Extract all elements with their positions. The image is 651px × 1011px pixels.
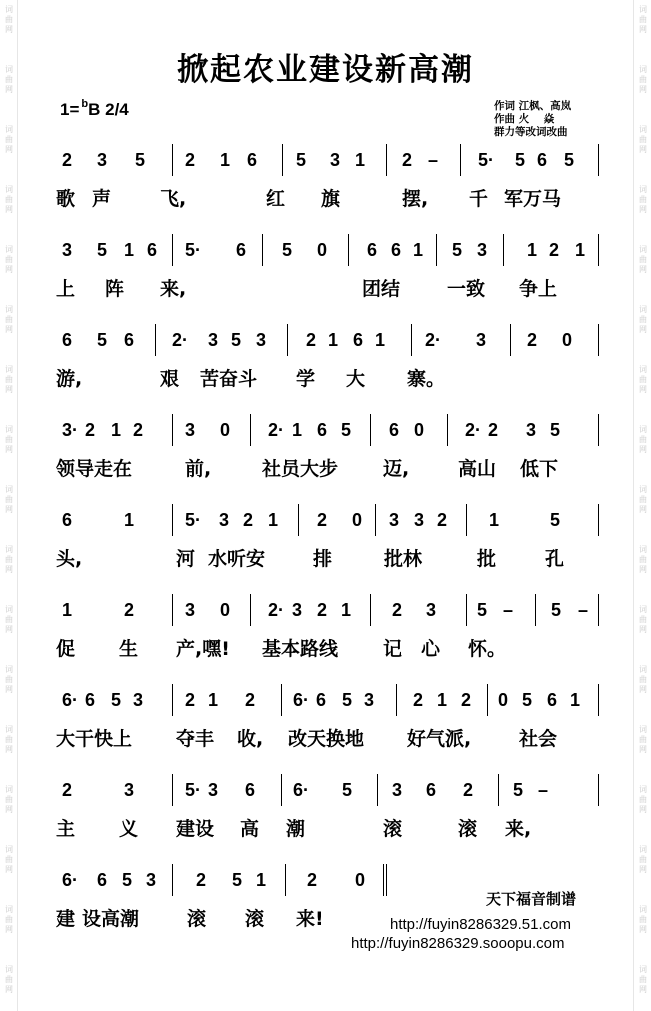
notes-row	[0, 690, 651, 726]
bar-line	[460, 144, 461, 176]
note: 2	[317, 600, 328, 620]
note: 3	[208, 330, 219, 350]
watermark-mark: 词 曲 网	[639, 785, 647, 814]
note: 2	[463, 780, 474, 800]
lyric: 一致	[447, 278, 486, 300]
bar-line	[172, 774, 173, 806]
watermark-mark: 词 曲 网	[5, 545, 13, 574]
bar-line	[535, 594, 536, 626]
watermark-mark: 词 曲 网	[639, 245, 647, 274]
lyric: 产,嘿!	[176, 638, 230, 660]
url-link-1[interactable]: http://fuyin8286329.51.com	[390, 916, 571, 933]
lyric: 批	[477, 548, 497, 570]
lyric: 改天换地	[288, 728, 365, 750]
lyrics-row	[0, 454, 651, 482]
bar-line	[250, 414, 251, 446]
note: 3	[219, 510, 230, 530]
watermark-mark: 词 曲 网	[5, 905, 13, 934]
note: 5	[97, 330, 108, 350]
watermark-mark: 词 曲 网	[639, 485, 647, 514]
bar-line	[386, 144, 387, 176]
note: 2	[527, 330, 538, 350]
bar-line	[348, 234, 349, 266]
lyric: 排	[313, 548, 333, 570]
watermark-mark: 词 曲 网	[639, 125, 647, 154]
note: 3	[292, 600, 303, 620]
note: 5	[550, 420, 561, 440]
lyric: 滚	[458, 818, 478, 840]
lyric: 义	[119, 818, 139, 840]
composer-credit: 作曲 火 焱	[494, 113, 555, 125]
note: 1	[375, 330, 386, 350]
note: 1	[413, 240, 424, 260]
lyrics-row	[0, 364, 651, 392]
lyric: 收,	[237, 728, 264, 750]
note: 3·	[62, 420, 79, 440]
bar-line	[447, 414, 448, 446]
note: 5	[135, 150, 146, 170]
note: 6	[62, 510, 73, 530]
note: 2	[243, 510, 254, 530]
note: 5	[477, 600, 488, 620]
lyric: 好气派,	[407, 728, 472, 750]
note: 2	[317, 510, 328, 530]
note: 2·	[425, 330, 442, 350]
note: 2	[245, 690, 256, 710]
bar-line	[510, 324, 511, 356]
note: 1	[575, 240, 586, 260]
lyric: 水听安	[208, 548, 266, 570]
bar-line	[466, 504, 467, 536]
bar-line	[598, 324, 599, 356]
notes-row	[0, 510, 651, 546]
note: 6	[353, 330, 364, 350]
bar-line	[598, 774, 599, 806]
lyric: 批林	[384, 548, 423, 570]
note: 2	[62, 150, 73, 170]
bar-line	[172, 864, 173, 896]
lyric: 艰	[160, 368, 180, 390]
note: 3	[62, 240, 73, 260]
lyric: 河	[176, 548, 196, 570]
lyric: 基本路线	[262, 638, 339, 660]
note: 2	[488, 420, 499, 440]
note: 1	[341, 600, 352, 620]
publisher-label: 天下福音制谱	[486, 890, 577, 908]
lyric: 高山	[458, 458, 497, 480]
watermark-mark: 词 曲 网	[5, 125, 13, 154]
note: 1	[111, 420, 122, 440]
key-signature	[60, 100, 129, 120]
bar-line	[287, 324, 288, 356]
bar-line	[598, 504, 599, 536]
watermark-mark: 词 曲 网	[639, 905, 647, 934]
watermark-mark: 词 曲 网	[639, 965, 647, 994]
note: 2·	[268, 420, 285, 440]
note: 2	[124, 600, 135, 620]
note: 6	[247, 150, 258, 170]
note: 2	[62, 780, 73, 800]
note: 0	[355, 870, 366, 890]
note: 0	[317, 240, 328, 260]
notes-row	[0, 420, 651, 456]
note: 6	[537, 150, 548, 170]
lyric: 迈,	[383, 458, 410, 480]
note: 0	[498, 690, 509, 710]
bar-line	[498, 774, 499, 806]
song-title: 掀起农业建设新高潮	[177, 52, 474, 88]
note: 1	[62, 600, 73, 620]
note: 6	[317, 420, 328, 440]
note: 3	[426, 600, 437, 620]
bar-line	[503, 234, 504, 266]
lyricist-credit: 作词 江枫、高岚	[494, 100, 572, 112]
bar-line	[598, 684, 599, 716]
lyric: 争上	[519, 278, 558, 300]
note: 2·	[172, 330, 189, 350]
note: 3	[185, 420, 196, 440]
note: 5	[342, 780, 353, 800]
note: 5	[550, 510, 561, 530]
lyric: 摆,	[402, 188, 429, 210]
lyric: 苦奋斗	[200, 368, 258, 390]
notes-row	[0, 330, 651, 366]
watermark-mark: 词 曲 网	[639, 185, 647, 214]
lyric: 设高潮	[82, 908, 140, 930]
bar-line	[298, 504, 299, 536]
bar-line	[370, 414, 371, 446]
note: 5·	[185, 510, 202, 530]
note: 5	[513, 780, 524, 800]
bar-line	[487, 684, 488, 716]
note: 3	[414, 510, 425, 530]
note: 1	[437, 690, 448, 710]
lyric: 声	[92, 188, 112, 210]
flat-sign: b	[81, 98, 89, 110]
note: 3	[526, 420, 537, 440]
note: 5	[282, 240, 293, 260]
lyric: 头,	[56, 548, 83, 570]
lyric: 千	[469, 188, 489, 210]
note: 6·	[62, 870, 79, 890]
note: –	[578, 600, 589, 620]
lyric: 前,	[185, 458, 212, 480]
lyrics-row	[0, 724, 651, 752]
note: 6	[147, 240, 158, 260]
watermark-mark: 词 曲 网	[5, 605, 13, 634]
note: 5·	[478, 150, 495, 170]
bar-line	[466, 594, 467, 626]
watermark-mark: 词 曲 网	[5, 5, 13, 34]
bar-line	[281, 774, 282, 806]
lyric: 建	[56, 908, 76, 930]
note: –	[428, 150, 439, 170]
bar-line	[262, 234, 263, 266]
note: 3	[392, 780, 403, 800]
watermark-mark: 词 曲 网	[5, 185, 13, 214]
bar-line	[370, 594, 371, 626]
note: 3	[256, 330, 267, 350]
bar-line	[396, 684, 397, 716]
note: –	[538, 780, 549, 800]
note: 3	[364, 690, 375, 710]
bar-line	[172, 234, 173, 266]
url-link-2[interactable]: http://fuyin8286329.sooopu.com	[351, 935, 565, 952]
note: 2·	[268, 600, 285, 620]
lyric: 低下	[520, 458, 559, 480]
watermark-mark: 词 曲 网	[639, 665, 647, 694]
note: 3	[146, 870, 157, 890]
note: 6	[367, 240, 378, 260]
watermark-mark: 词 曲 网	[639, 725, 647, 754]
watermark-mark: 词 曲 网	[639, 545, 647, 574]
watermark-mark: 词 曲 网	[5, 965, 13, 994]
note: 3	[97, 150, 108, 170]
note: 5	[231, 330, 242, 350]
lyric: 滚	[187, 908, 207, 930]
credits	[494, 100, 571, 139]
note: 6	[547, 690, 558, 710]
lyric: 夺丰	[176, 728, 215, 750]
note: 1	[256, 870, 267, 890]
note: 2	[306, 330, 317, 350]
note: 1	[570, 690, 581, 710]
note: 5·	[185, 780, 202, 800]
note: 1	[268, 510, 279, 530]
note: 1	[489, 510, 500, 530]
note: 6	[236, 240, 247, 260]
note: 3	[124, 780, 135, 800]
lyrics-row	[0, 184, 651, 212]
lyrics-row	[0, 544, 651, 572]
watermark-mark: 词 曲 网	[639, 65, 647, 94]
note: 6	[97, 870, 108, 890]
note: 3	[330, 150, 341, 170]
bar-line	[172, 684, 173, 716]
lyric: 学	[296, 368, 316, 390]
note: 5	[232, 870, 243, 890]
lyric: 社员大步	[262, 458, 339, 480]
watermark-mark: 词 曲 网	[5, 65, 13, 94]
note: 1	[292, 420, 303, 440]
bar-line	[598, 414, 599, 446]
watermark-mark: 词 曲 网	[5, 785, 13, 814]
watermark-mark: 词 曲 网	[639, 305, 647, 334]
lyrics-row	[0, 814, 651, 842]
bar-line	[172, 594, 173, 626]
watermark-mark: 词 曲 网	[639, 425, 647, 454]
note: 5	[111, 690, 122, 710]
watermark-mark: 词 曲 网	[5, 305, 13, 334]
note: 3	[389, 510, 400, 530]
bar-line	[598, 144, 599, 176]
key-prefix: 1=	[60, 100, 80, 119]
lyric: 来,	[160, 278, 187, 300]
note: 2	[85, 420, 96, 440]
lyric: 阵	[105, 278, 125, 300]
bar-line	[172, 414, 173, 446]
note: 3	[185, 600, 196, 620]
note: 5	[296, 150, 307, 170]
lyric: 生	[119, 638, 139, 660]
lyric: 促	[56, 638, 76, 660]
watermark-mark: 词 曲 网	[5, 425, 13, 454]
note: 3	[133, 690, 144, 710]
note: 6	[316, 690, 327, 710]
note: 2	[392, 600, 403, 620]
lyric: 寨。	[407, 368, 446, 390]
watermark-mark: 词 曲 网	[5, 245, 13, 274]
note: 2·	[465, 420, 482, 440]
note: 2	[133, 420, 144, 440]
lyric: 记	[383, 638, 403, 660]
lyric: 建设	[176, 818, 215, 840]
lyric: 来,	[505, 818, 532, 840]
watermark-mark: 词 曲 网	[5, 485, 13, 514]
key-rest: B 2/4	[88, 100, 129, 119]
note: 0	[352, 510, 363, 530]
lyric: 团结	[362, 278, 401, 300]
note: 5	[122, 870, 133, 890]
note: 1	[124, 240, 135, 260]
watermark-mark: 词 曲 网	[5, 365, 13, 394]
bar-line	[411, 324, 412, 356]
bar-line	[155, 324, 156, 356]
note: 5	[522, 690, 533, 710]
note: 2	[185, 150, 196, 170]
note: 6	[124, 330, 135, 350]
bar-line	[172, 504, 173, 536]
note: 6	[391, 240, 402, 260]
note: 1	[355, 150, 366, 170]
watermark-mark: 词 曲 网	[639, 605, 647, 634]
lyric: 大干快上	[56, 728, 133, 750]
lyric: 高	[240, 818, 260, 840]
lyric: 主	[56, 818, 76, 840]
note: 0	[220, 420, 231, 440]
note: 5·	[185, 240, 202, 260]
lyric: 大	[346, 368, 366, 390]
note: 5	[341, 420, 352, 440]
note: 6	[85, 690, 96, 710]
lyric: 领导走在	[56, 458, 133, 480]
note: 5	[564, 150, 575, 170]
note: 6	[426, 780, 437, 800]
lyrics-row	[0, 274, 651, 302]
note: 6·	[62, 690, 79, 710]
bar-line	[281, 684, 282, 716]
lyric: 上	[56, 278, 76, 300]
lyric: 怀。	[468, 638, 507, 660]
notes-row	[0, 240, 651, 276]
notes-row	[0, 780, 651, 816]
note: 0	[562, 330, 573, 350]
bar-line	[282, 144, 283, 176]
bar-line	[598, 234, 599, 266]
note: 6·	[293, 780, 310, 800]
lyric: 孔	[545, 548, 565, 570]
lyric: 旗	[321, 188, 341, 210]
note: 2	[437, 510, 448, 530]
note: 1	[208, 690, 219, 710]
note: 2	[185, 690, 196, 710]
bar-line	[598, 594, 599, 626]
note: 2	[307, 870, 318, 890]
note: 5	[452, 240, 463, 260]
bar-line	[250, 594, 251, 626]
bar-line	[436, 234, 437, 266]
lyric: 红	[266, 188, 286, 210]
note: 0	[220, 600, 231, 620]
note: 2	[461, 690, 472, 710]
lyric: 社会	[519, 728, 558, 750]
lyric: 歌	[56, 188, 76, 210]
watermark-mark: 词 曲 网	[639, 365, 647, 394]
lyric: 潮	[286, 818, 306, 840]
watermark-mark: 词 曲 网	[639, 845, 647, 874]
lyric: 来!	[296, 908, 324, 930]
note: 3	[208, 780, 219, 800]
note: 1	[328, 330, 339, 350]
note: 6	[389, 420, 400, 440]
notes-row	[0, 600, 651, 636]
note: 5	[551, 600, 562, 620]
watermark-mark: 词 曲 网	[5, 665, 13, 694]
note: 6	[245, 780, 256, 800]
watermark-mark: 词 曲 网	[639, 5, 647, 34]
note: 1	[527, 240, 538, 260]
note: 0	[414, 420, 425, 440]
bar-line	[172, 144, 173, 176]
note: 2	[549, 240, 560, 260]
bar-line	[377, 774, 378, 806]
lyrics-row	[0, 634, 651, 662]
note: 6	[62, 330, 73, 350]
note: 5	[97, 240, 108, 260]
final-bar-line	[383, 864, 393, 896]
lyric: 飞,	[160, 188, 187, 210]
note: 5	[515, 150, 526, 170]
lyric: 军万马	[504, 188, 562, 210]
note: 2	[196, 870, 207, 890]
note: 5	[342, 690, 353, 710]
lyric: 滚	[245, 908, 265, 930]
bar-line	[285, 864, 286, 896]
note: 2	[413, 690, 424, 710]
lyric: 游,	[56, 368, 83, 390]
note: 6·	[293, 690, 310, 710]
watermark-mark: 词 曲 网	[5, 725, 13, 754]
watermark-mark: 词 曲 网	[5, 845, 13, 874]
bar-line	[375, 504, 376, 536]
note: 3	[477, 240, 488, 260]
lyric: 滚	[383, 818, 403, 840]
lyric: 心	[421, 638, 441, 660]
note: 1	[220, 150, 231, 170]
note: 3	[476, 330, 487, 350]
note: 1	[124, 510, 135, 530]
note: –	[503, 600, 514, 620]
notes-row	[0, 150, 651, 186]
arranger-credit: 群力等改词改曲	[494, 126, 568, 138]
note: 2	[402, 150, 413, 170]
